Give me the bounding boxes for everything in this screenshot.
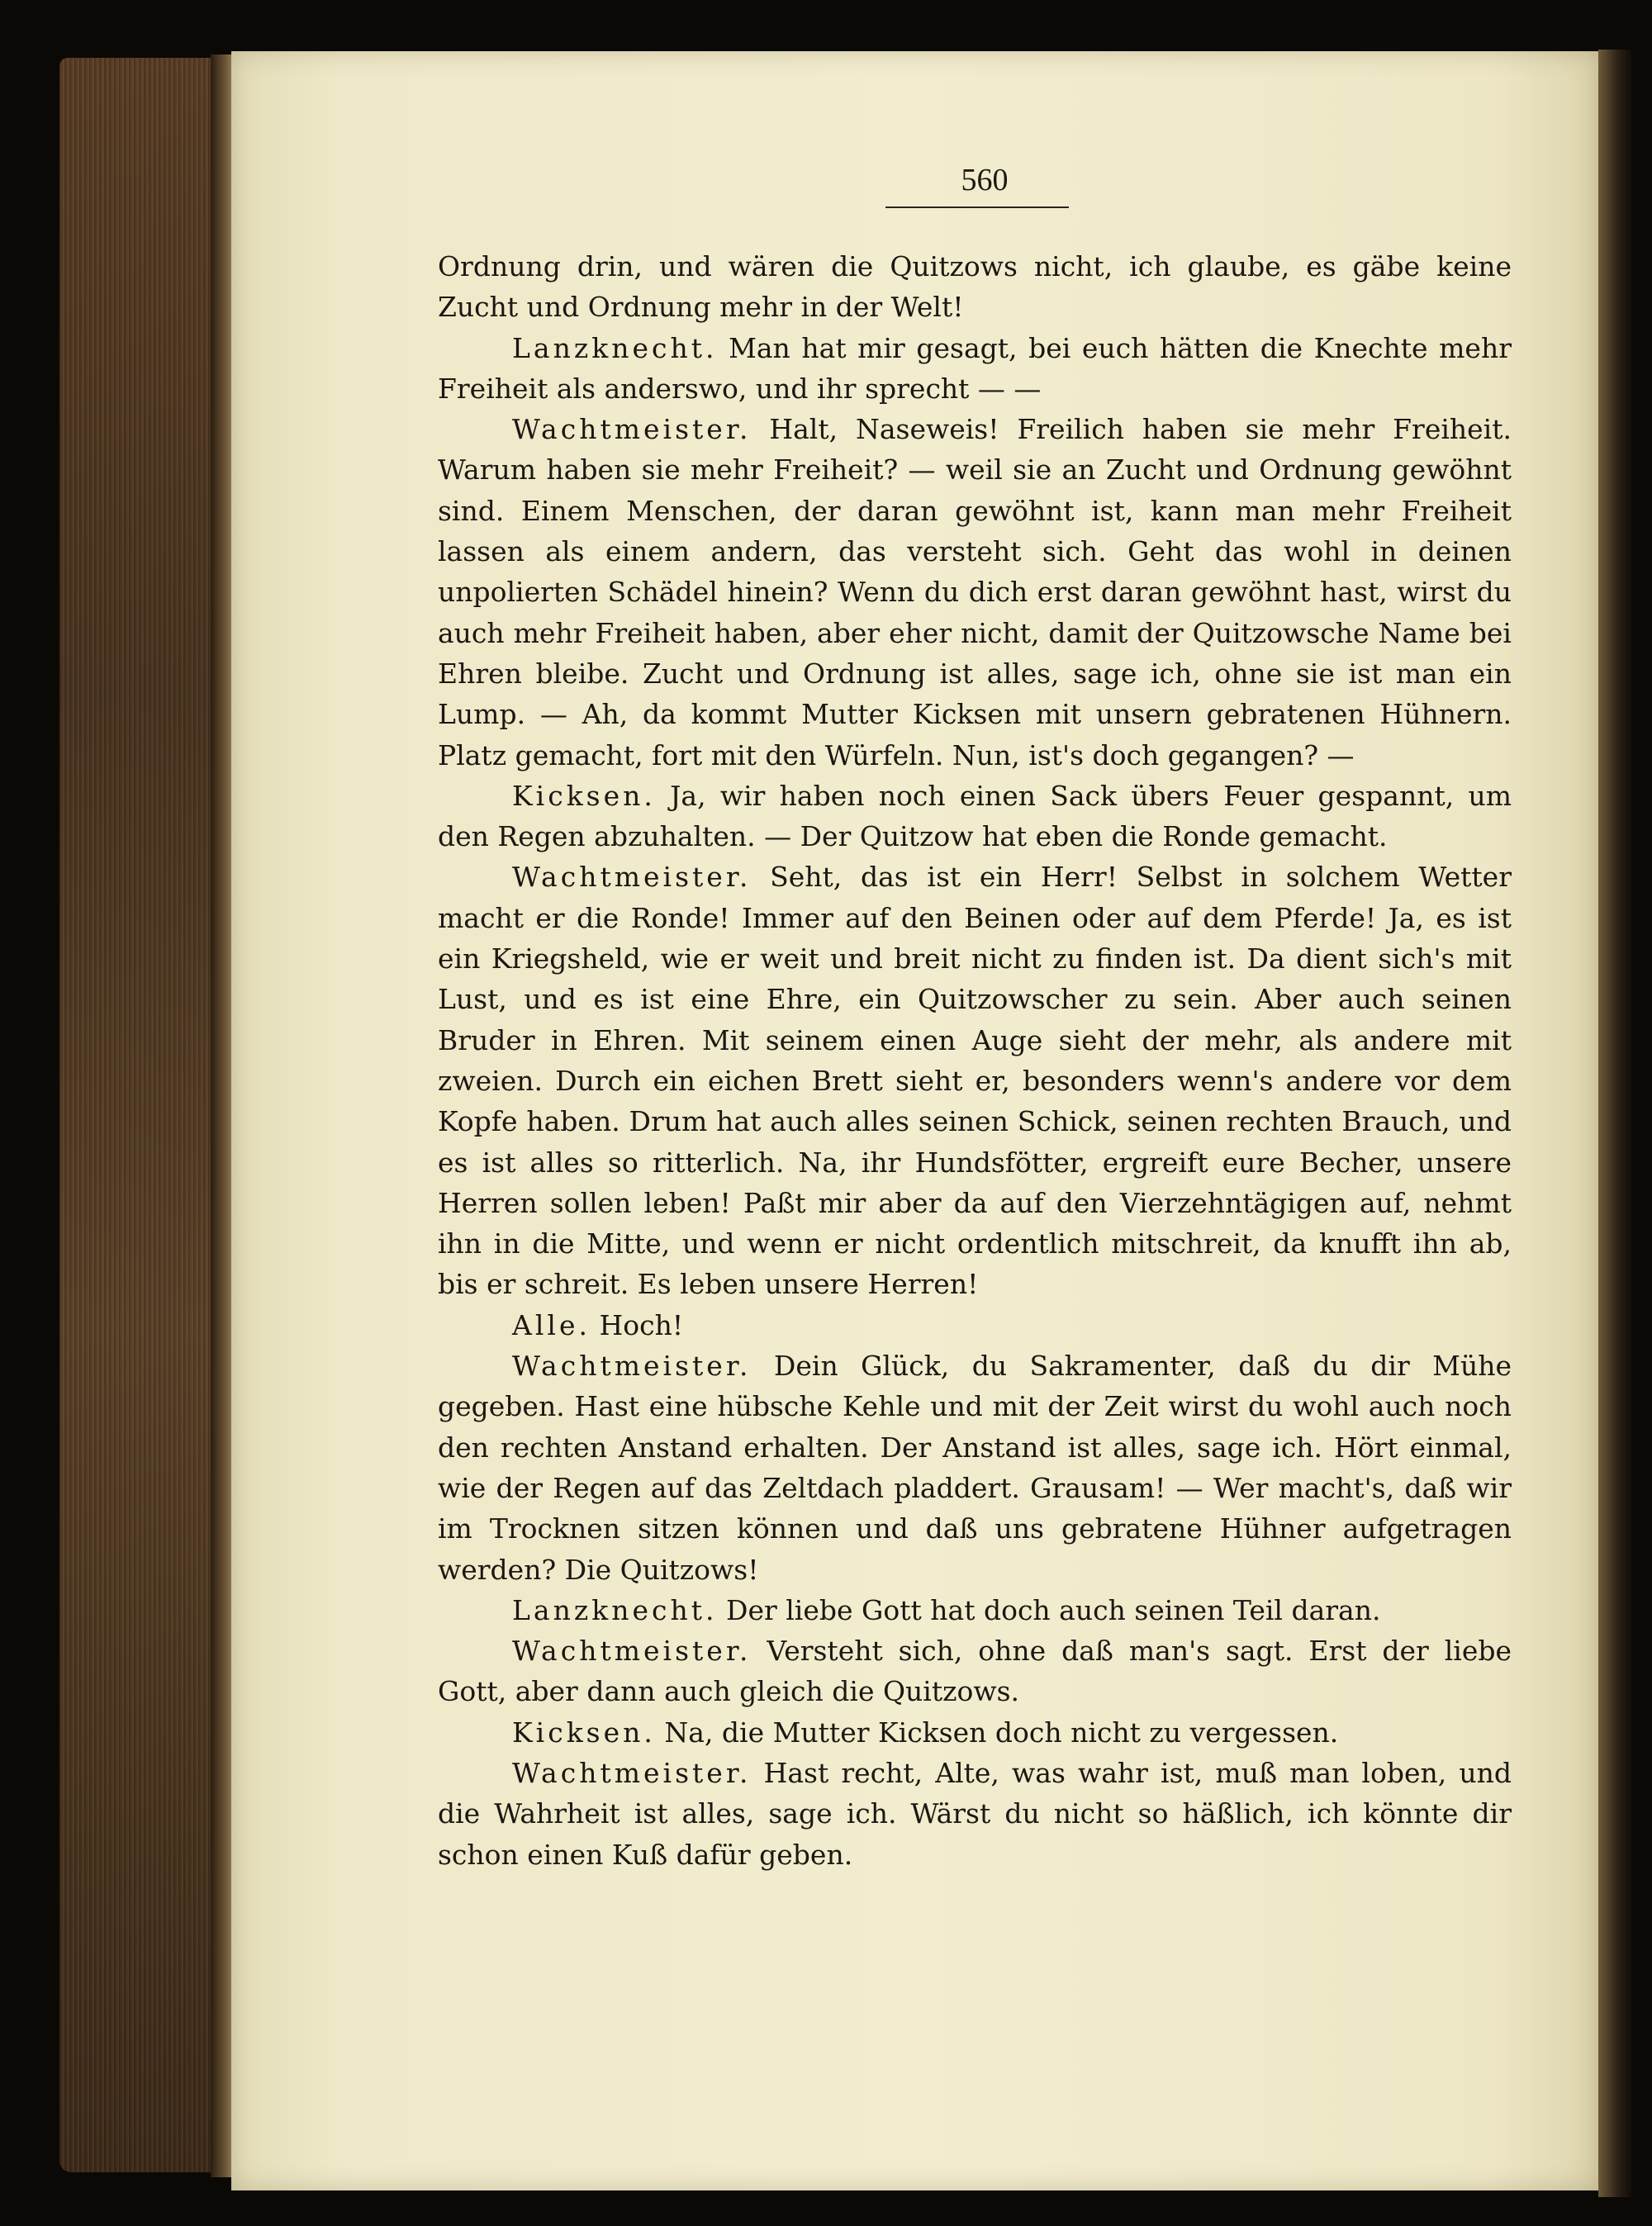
speaker-name: Wachtmeister. bbox=[512, 413, 752, 446]
paragraph bbox=[438, 1753, 1512, 1875]
paragraph bbox=[438, 328, 1512, 410]
paragraph bbox=[438, 857, 1512, 1304]
speaker-name: Wachtmeister. bbox=[512, 1756, 752, 1789]
page-number: 560 bbox=[961, 163, 1009, 197]
book-edge-right bbox=[1598, 50, 1631, 2197]
speaker-name: Wachtmeister. bbox=[512, 1635, 752, 1668]
paragraph-text: Hoch! bbox=[599, 1308, 684, 1341]
paragraph bbox=[438, 776, 1512, 857]
speaker-name: Alle. bbox=[512, 1308, 591, 1341]
paragraph-text: Versteht sich, ohne daß man's sagt. Erst der liebe Gott, aber dann auch gleich die Quitzows. bbox=[438, 1635, 1512, 1708]
paragraph bbox=[438, 409, 1512, 776]
paragraph bbox=[438, 1346, 1512, 1590]
speaker-name: Kicksen. bbox=[512, 1716, 656, 1749]
book-edge-left bbox=[59, 58, 229, 2172]
paragraph-text: Der liebe Gott hat doch auch seinen Teil daran. bbox=[726, 1593, 1381, 1626]
paragraph bbox=[438, 1630, 1512, 1712]
paragraph bbox=[438, 1305, 1512, 1346]
speaker-name: Wachtmeister. bbox=[512, 861, 752, 894]
speaker-name: Wachtmeister. bbox=[512, 1350, 752, 1383]
paragraph-text: Hast recht, Alte, was wahr ist, muß man loben, und die Wahrheit ist alles, sage ich. Wärst du nicht so häßlich, ich könnte dir schon einen Kuß dafür geben. bbox=[438, 1756, 1512, 1871]
paragraph bbox=[438, 1590, 1512, 1630]
paragraph bbox=[438, 1712, 1512, 1753]
page-text bbox=[438, 246, 1512, 1875]
paragraph bbox=[438, 246, 1512, 328]
speaker-name: Lanzknecht. bbox=[512, 331, 718, 364]
speaker-name: Lanzknecht. bbox=[512, 1593, 718, 1626]
paragraph-text: Ja, wir haben noch einen Sack übers Feuer gespannt, um den Regen abzuhalten. — Der Quitzow hat eben die Ronde gemacht. bbox=[438, 779, 1512, 853]
paragraph-text: Ordnung drin, und wären die Quitzows nicht, ich glaube, es gäbe keine Zucht und Ordnung mehr in der Welt! bbox=[438, 250, 1512, 324]
paragraph-text: Halt, Naseweis! Freilich haben sie mehr Freiheit. Warum haben sie mehr Freiheit? — weil sie an Zucht und Ordnung gewöhnt sind. Einem Menschen, der daran gewöhnt ist, kann man mehr Freiheit lassen als einem andern, das versteht sich. Geht das wohl in deinen unpolierten Schädel hinein? Wenn du dich erst daran gewöhnt hast, wirst du auch mehr Freiheit haben, aber eher nicht, damit der Quitzowsche Name bei Ehren bleibe. Zucht und Ordnung ist alles, sage ich, ohne sie ist man ein Lump. — Ah, da kommt Mutter Kicksen mit unsern gebratenen Hühnern. Platz gemacht, fort mit den Würfeln. Nun, ist's doch gegangen? — bbox=[438, 413, 1512, 771]
speaker-name: Kicksen. bbox=[512, 779, 656, 812]
paragraph-text: Dein Glück, du Sakramenter, daß du dir Mühe gegeben. Hast eine hübsche Kehle und mit der Zeit wirst du wohl auch noch den rechten Anstand erhalten. Der Anstand ist alles, sage ich. Hört einmal, wie der Regen auf das Zeltdach pladdert. Grausam! — Wer macht's, daß wir im Trocknen sitzen können und daß uns gebratene Hühner aufgetragen werden? Die Quitzows! bbox=[438, 1350, 1512, 1586]
paragraph-text: Man hat mir gesagt, bei euch hätten die Knechte mehr Freiheit als anderswo, und ihr sprecht — — bbox=[438, 331, 1512, 405]
paragraph-text: Seht, das ist ein Herr! Selbst in solchem Wetter macht er die Ronde! Immer auf den Beinen oder auf dem Pferde! Ja, es ist ein Kriegsheld, wie er weit und breit nicht zu finden ist. Da dient sich's mit Lust, und es ist eine Ehre, ein Quitzowscher zu sein. Aber auch seinen Bruder in Ehren. Mit seinem einen Auge sieht der mehr, als andere mit zweien. Durch ein eichen Brett sieht er, besonders wenn's andere vor dem Kopfe haben. Drum hat auch alles seinen Schick, seinen rechten Brauch, und es ist alles so ritterlich. Na, ihr Hundsfötter, ergreift eure Becher, unsere Herren sollen leben! Paßt mir aber da auf den Vierzehntägigen auf, nehmt ihn in die Mitte, und wenn er nicht ordentlich mitschreit, da knufft ihn ab, bis er schreit. Es leben unsere Herren! bbox=[438, 861, 1512, 1301]
paragraph-text: Na, die Mutter Kicksen doch nicht zu vergessen. bbox=[664, 1716, 1339, 1749]
page-number-rule bbox=[885, 206, 1069, 208]
